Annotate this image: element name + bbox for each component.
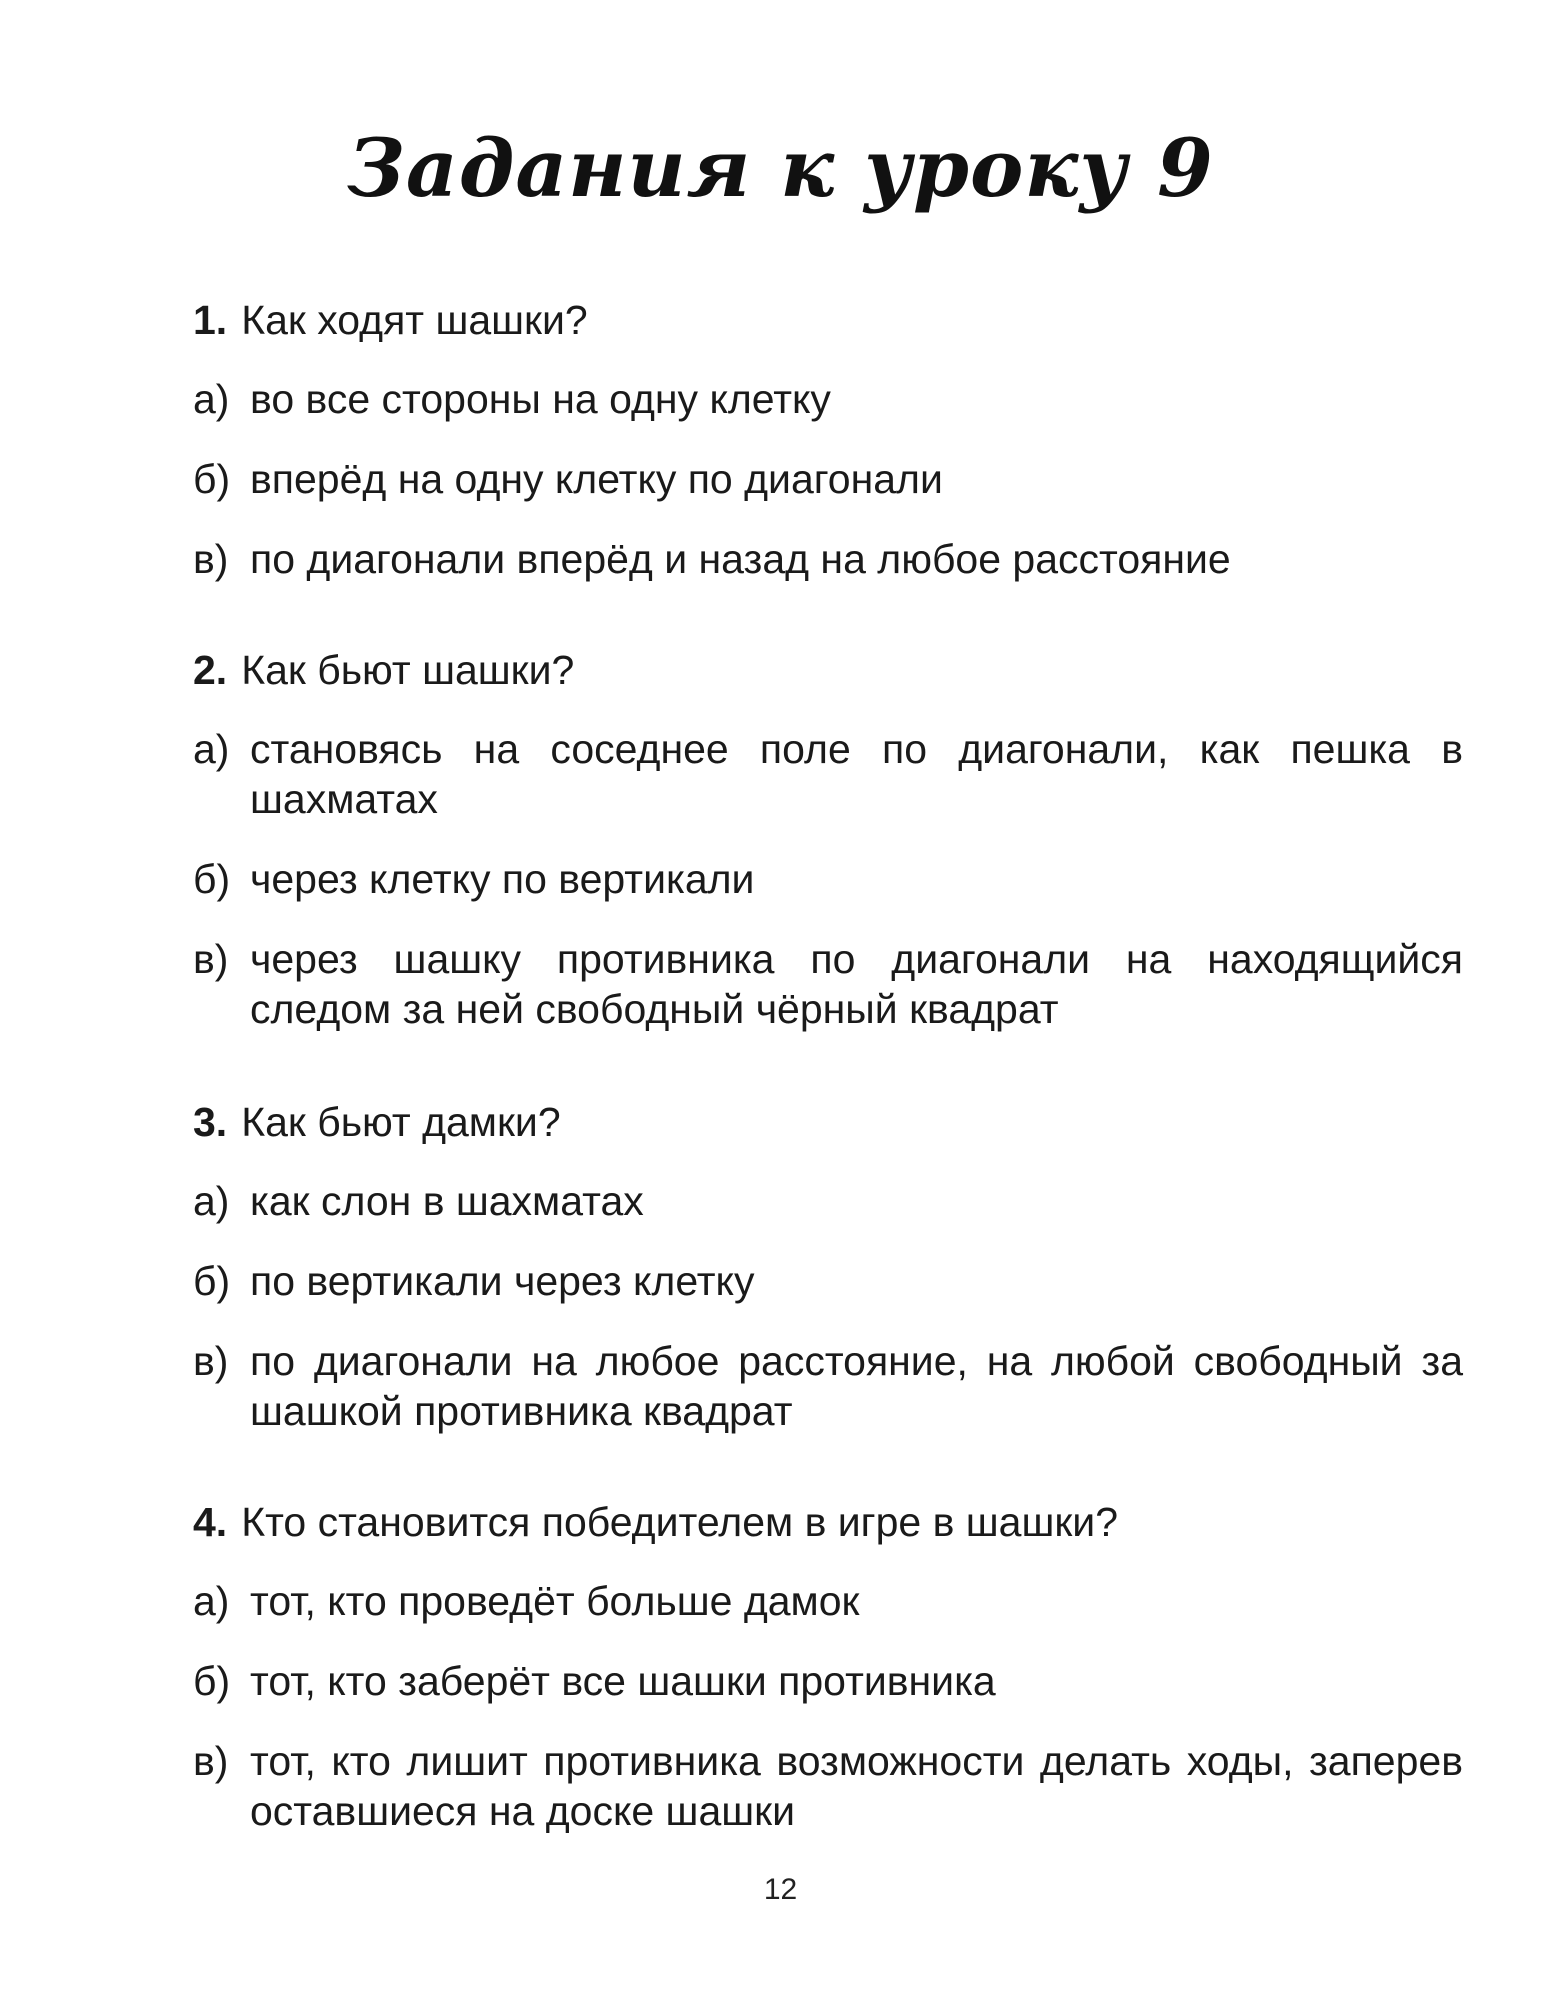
question-3 bbox=[193, 1098, 1463, 1436]
option-text: тот, кто заберёт все шашки противника bbox=[250, 1658, 996, 1704]
question-text: Как ходят шашки? bbox=[241, 297, 588, 343]
answer-option-b bbox=[193, 854, 1463, 904]
option-letter: а) bbox=[193, 726, 230, 772]
option-letter: в) bbox=[193, 1738, 229, 1784]
answer-option-c bbox=[193, 934, 1463, 1034]
option-letter: б) bbox=[193, 1258, 231, 1304]
option-text: как слон в шахматах bbox=[250, 1178, 644, 1224]
option-letter: а) bbox=[193, 1578, 230, 1624]
question-number: 3. bbox=[193, 1099, 228, 1145]
question-text: Кто становится победителем в игре в шашки? bbox=[241, 1499, 1118, 1545]
option-letter: а) bbox=[193, 376, 230, 422]
question-1 bbox=[193, 296, 1463, 584]
option-text: тот, кто лишит противника возможности делать ходы, заперев оставшиеся на доске шашки bbox=[250, 1738, 1463, 1834]
option-letter: б) bbox=[193, 456, 231, 502]
question-4 bbox=[193, 1498, 1463, 1836]
question-number: 2. bbox=[193, 647, 228, 693]
option-text: по диагонали на любое расстояние, на любой свободный за шашкой противника квадрат bbox=[250, 1338, 1463, 1434]
question-text: Как бьют дамки? bbox=[241, 1099, 561, 1145]
question-text: Как бьют шашки? bbox=[241, 647, 575, 693]
page-title: Задания к уроку 9 bbox=[347, 121, 1214, 215]
option-text: через шашку противника по диагонали на находящийся следом за ней свободный чёрный квадрат bbox=[250, 936, 1463, 1032]
answer-option-a bbox=[193, 1576, 1463, 1626]
answer-option-c bbox=[193, 534, 1463, 584]
option-letter: а) bbox=[193, 1178, 230, 1224]
page-number: 12 bbox=[763, 1873, 798, 1906]
answer-option-a bbox=[193, 1176, 1463, 1226]
option-letter: б) bbox=[193, 1658, 231, 1704]
option-letter: б) bbox=[193, 856, 231, 902]
option-text: во все стороны на одну клетку bbox=[250, 376, 831, 422]
option-text: вперёд на одну клетку по диагонали bbox=[250, 456, 943, 502]
option-letter: в) bbox=[193, 536, 229, 582]
answer-option-b bbox=[193, 1656, 1463, 1706]
answer-option-c bbox=[193, 1336, 1463, 1436]
option-text: через клетку по вертикали bbox=[250, 856, 755, 902]
answer-option-a bbox=[193, 374, 1463, 424]
option-letter: в) bbox=[193, 936, 229, 982]
option-letter: в) bbox=[193, 1338, 229, 1384]
question-number: 4. bbox=[193, 1499, 228, 1545]
option-text: становясь на соседнее поле по диагонали, как пешка в шахматах bbox=[250, 726, 1463, 822]
question-number: 1. bbox=[193, 297, 228, 343]
answer-option-b bbox=[193, 454, 1463, 504]
answer-option-c bbox=[193, 1736, 1463, 1836]
option-text: тот, кто проведёт больше дамок bbox=[250, 1578, 860, 1624]
option-text: по вертикали через клетку bbox=[250, 1258, 755, 1304]
question-2 bbox=[193, 646, 1463, 1034]
answer-option-a bbox=[193, 724, 1463, 824]
answer-option-b bbox=[193, 1256, 1463, 1306]
option-text: по диагонали вперёд и назад на любое расстояние bbox=[250, 536, 1231, 582]
